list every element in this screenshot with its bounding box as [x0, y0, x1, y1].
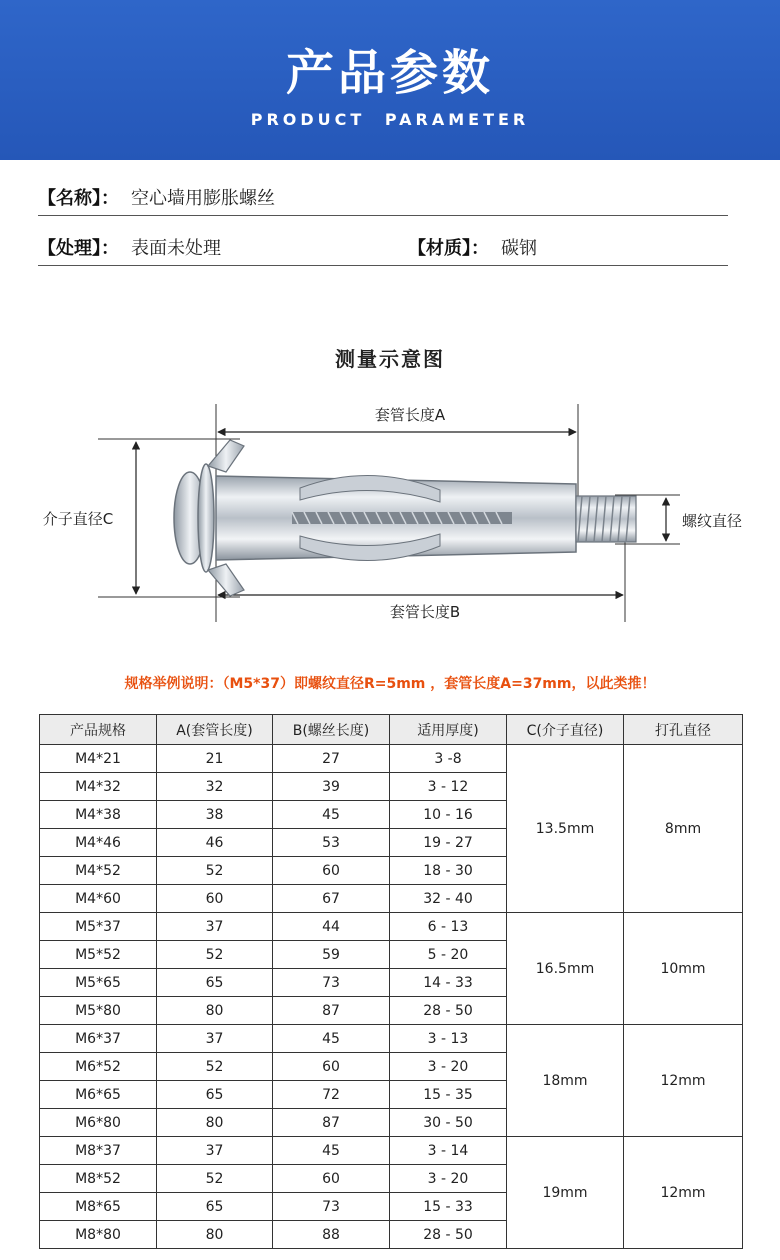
header-cell: 打孔直径: [624, 715, 743, 745]
treatment-value: 表面未处理: [131, 238, 221, 259]
table-cell: 3 - 12: [390, 773, 507, 801]
table-cell: M4*38: [40, 801, 157, 829]
spec-table-body: [40, 745, 743, 1249]
table-cell: 44: [273, 913, 390, 941]
table-cell: 65: [157, 969, 273, 997]
treatment-label: 【处理】：: [38, 238, 119, 259]
measurement-diagram: [30, 392, 750, 622]
table-cell: 60: [157, 885, 273, 913]
table-cell: M6*52: [40, 1053, 157, 1081]
table-cell: 28 - 50: [390, 997, 507, 1025]
table-cell: M8*80: [40, 1221, 157, 1249]
table-cell: 3 - 13: [390, 1025, 507, 1053]
spec-table: [39, 714, 743, 1249]
table-cell: 15 - 33: [390, 1193, 507, 1221]
spec-example-note: 规格举例说明：（M5*37）即螺纹直径R=5mm ，套管长度A=37mm，以此类推！: [124, 676, 656, 692]
hole-diameter-cell: 12mm: [624, 1137, 743, 1249]
hole-diameter-cell: 10mm: [624, 913, 743, 1025]
table-cell: 39: [273, 773, 390, 801]
table-cell: M4*21: [40, 745, 157, 773]
table-cell: 45: [273, 1137, 390, 1165]
table-cell: 14 - 33: [390, 969, 507, 997]
table-cell: 65: [157, 1081, 273, 1109]
table-cell: 72: [273, 1081, 390, 1109]
table-cell: M5*65: [40, 969, 157, 997]
table-cell: M5*80: [40, 997, 157, 1025]
page-subtitle: PRODUCT PARAMETER: [250, 110, 530, 129]
table-cell: M6*37: [40, 1025, 157, 1053]
table-row: [40, 1137, 743, 1165]
header-cell: C(介子直径): [507, 715, 624, 745]
material-label: 【材质】：: [408, 238, 489, 259]
info-row-treatment: [38, 222, 728, 266]
table-cell: 73: [273, 969, 390, 997]
table-cell: 53: [273, 829, 390, 857]
label-washer-diameter-c: 介子直径C: [42, 510, 114, 528]
table-cell: 80: [157, 1109, 273, 1137]
table-cell: 80: [157, 997, 273, 1025]
table-cell: 3 - 14: [390, 1137, 507, 1165]
anchor-claw-top-icon: [208, 440, 244, 472]
table-cell: 19 - 27: [390, 829, 507, 857]
table-cell: 6 - 13: [390, 913, 507, 941]
table-cell: 3 -8: [390, 745, 507, 773]
table-cell: 27: [273, 745, 390, 773]
table-cell: M8*65: [40, 1193, 157, 1221]
table-cell: 88: [273, 1221, 390, 1249]
table-row: [40, 745, 743, 773]
table-cell: 38: [157, 801, 273, 829]
table-cell: 15 - 35: [390, 1081, 507, 1109]
name-label: 【名称】：: [38, 188, 119, 209]
hole-diameter-cell: 12mm: [624, 1025, 743, 1137]
hole-diameter-cell: 8mm: [624, 745, 743, 913]
header-cell: 产品规格: [40, 715, 157, 745]
table-cell: M4*32: [40, 773, 157, 801]
table-cell: 37: [157, 1025, 273, 1053]
washer-diameter-cell: 19mm: [507, 1137, 624, 1249]
header-banner: [0, 0, 780, 160]
header-cell: 适用厚度): [390, 715, 507, 745]
label-sleeve-length-a: 套管长度A: [374, 406, 446, 424]
table-cell: 3 - 20: [390, 1053, 507, 1081]
table-cell: 67: [273, 885, 390, 913]
table-cell: 52: [157, 1165, 273, 1193]
table-cell: 73: [273, 1193, 390, 1221]
material-value: 碳钢: [501, 238, 537, 259]
table-cell: 87: [273, 997, 390, 1025]
table-cell: M8*52: [40, 1165, 157, 1193]
table-cell: 65: [157, 1193, 273, 1221]
table-cell: M5*52: [40, 941, 157, 969]
info-row-name: [38, 172, 728, 216]
label-sleeve-length-b: 套管长度B: [389, 603, 461, 621]
anchor-claw-bottom-icon: [208, 564, 244, 596]
label-thread-diameter: 螺纹直径: [681, 512, 743, 530]
washer-icon: [198, 464, 214, 572]
table-cell: 59: [273, 941, 390, 969]
table-cell: 80: [157, 1221, 273, 1249]
table-cell: 60: [273, 1165, 390, 1193]
table-cell: 52: [157, 1053, 273, 1081]
table-cell: 5 - 20: [390, 941, 507, 969]
name-value: 空心墙用膨胀螺丝: [131, 188, 275, 209]
table-cell: 45: [273, 801, 390, 829]
table-cell: 37: [157, 1137, 273, 1165]
washer-diameter-cell: 13.5mm: [507, 745, 624, 913]
table-cell: 45: [273, 1025, 390, 1053]
table-cell: 37: [157, 913, 273, 941]
table-cell: 28 - 50: [390, 1221, 507, 1249]
table-cell: 21: [157, 745, 273, 773]
header-cell: A(套管长度): [157, 715, 273, 745]
washer-diameter-cell: 16.5mm: [507, 913, 624, 1025]
diagram-title: 测量示意图: [335, 347, 445, 371]
table-cell: M6*65: [40, 1081, 157, 1109]
table-cell: 87: [273, 1109, 390, 1137]
inner-screw-icon: [292, 512, 512, 524]
table-cell: M4*46: [40, 829, 157, 857]
table-cell: 18 - 30: [390, 857, 507, 885]
table-cell: 3 - 20: [390, 1165, 507, 1193]
table-cell: 60: [273, 857, 390, 885]
table-cell: 52: [157, 941, 273, 969]
table-cell: 32 - 40: [390, 885, 507, 913]
table-cell: 46: [157, 829, 273, 857]
table-cell: M8*37: [40, 1137, 157, 1165]
table-cell: M6*80: [40, 1109, 157, 1137]
table-cell: M5*37: [40, 913, 157, 941]
header-cell: B(螺丝长度): [273, 715, 390, 745]
table-cell: 30 - 50: [390, 1109, 507, 1137]
page-title: 产品参数: [285, 45, 494, 101]
table-header-row: [40, 715, 743, 745]
table-cell: M4*60: [40, 885, 157, 913]
table-cell: M4*52: [40, 857, 157, 885]
table-row: [40, 1025, 743, 1053]
table-row: [40, 913, 743, 941]
table-cell: 32: [157, 773, 273, 801]
washer-diameter-cell: 18mm: [507, 1025, 624, 1137]
table-cell: 60: [273, 1053, 390, 1081]
table-cell: 52: [157, 857, 273, 885]
table-cell: 10 - 16: [390, 801, 507, 829]
